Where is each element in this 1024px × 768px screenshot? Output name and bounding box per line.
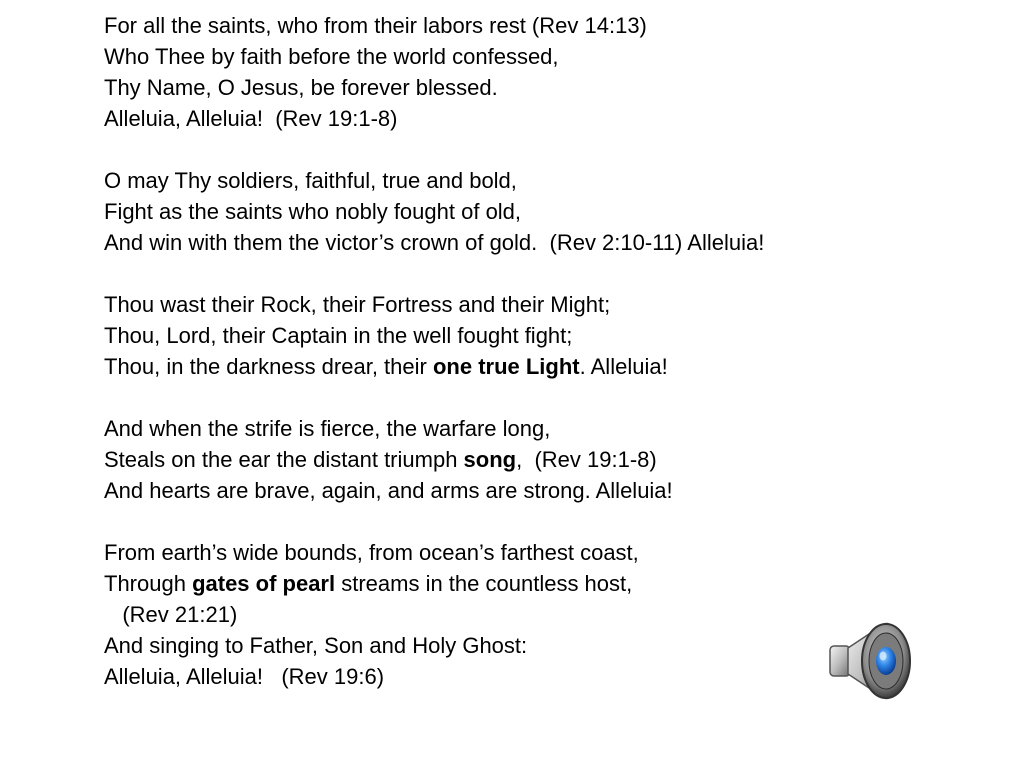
verse-line: And win with them the victor’s crown of gold. (Rev 2:10-11) Alleluia! (104, 230, 765, 255)
verse-line: For all the saints, who from their labors rest (Rev 14:13) (104, 13, 647, 38)
emphasis-text: song (463, 447, 517, 472)
verse-line: And singing to Father, Son and Holy Ghost: (104, 633, 528, 658)
hymn-text (104, 10, 764, 692)
stanza-gap (104, 382, 764, 413)
stanza-gap (104, 134, 764, 165)
verse-line: And hearts are brave, again, and arms are strong. Alleluia! (104, 478, 673, 503)
emphasis-text: gates of pearl (192, 571, 336, 596)
verse-line: Alleluia, Alleluia! (Rev 19:1-8) (104, 106, 398, 131)
verse-4 (104, 413, 764, 506)
verse-line: Thou wast their Rock, their Fortress and their Might; (104, 292, 611, 317)
emphasis-text: one true Light (432, 354, 580, 379)
verse-line (104, 351, 764, 382)
verse-line: Thy Name, O Jesus, be forever blessed. (104, 75, 498, 100)
line-text: streams in the countless host, (335, 571, 633, 596)
line-text: Thou, in the darkness drear, their (104, 354, 433, 379)
verse-line: Fight as the saints who nobly fought of old, (104, 199, 522, 224)
line-text: , (Rev 19:1-8) (516, 447, 657, 472)
speaker-icon[interactable] (826, 620, 914, 702)
verse-1 (104, 10, 764, 134)
verse-line (104, 444, 764, 475)
verse-line: O may Thy soldiers, faithful, true and bold, (104, 168, 517, 193)
verse-3 (104, 289, 764, 382)
verse-line: (Rev 21:21) (104, 602, 238, 627)
verse-line: Thou, Lord, their Captain in the well fought fight; (104, 323, 573, 348)
verse-line: From earth’s wide bounds, from ocean’s farthest coast, (104, 540, 639, 565)
stanza-gap (104, 258, 764, 289)
verse-line: Who Thee by faith before the world confessed, (104, 44, 559, 69)
line-text: Through (104, 571, 193, 596)
speaker-graphic (826, 620, 914, 702)
verse-line (104, 568, 764, 599)
stanza-gap (104, 506, 764, 537)
line-text: Steals on the ear the distant triumph (104, 447, 464, 472)
line-text: . Alleluia! (579, 354, 668, 379)
verse-2 (104, 165, 764, 258)
verse-line: Alleluia, Alleluia! (Rev 19:6) (104, 664, 385, 689)
verse-line: And when the strife is fierce, the warfare long, (104, 416, 551, 441)
verse-5 (104, 537, 764, 692)
